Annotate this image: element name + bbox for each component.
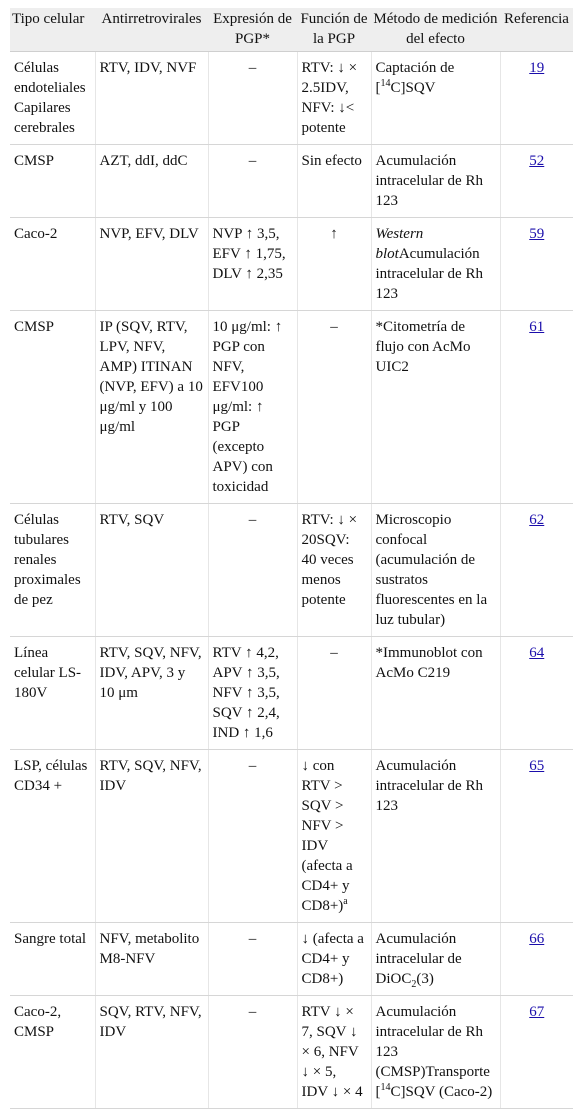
- cell-tipo: Caco-2, CMSP: [10, 996, 95, 1109]
- cell-funcion: –: [297, 637, 371, 750]
- cell-referencia: [500, 750, 573, 923]
- cell-metodo: [371, 923, 500, 996]
- cell-expresion: –: [208, 923, 297, 996]
- cell-referencia: [500, 52, 573, 145]
- reference-link[interactable]: 61: [529, 319, 545, 335]
- cell-tipo: Células endoteliales Capilares cerebrales: [10, 52, 95, 145]
- cell-funcion: ↑: [297, 218, 371, 311]
- cell-expresion: –: [208, 52, 297, 145]
- cell-referencia: [500, 996, 573, 1109]
- cell-antirretrovirales: RTV, SQV: [95, 504, 208, 637]
- cell-referencia: [500, 311, 573, 504]
- cell-metodo: *Citometría de flujo con AcMo UIC2: [371, 311, 500, 504]
- reference-link[interactable]: 65: [529, 758, 545, 774]
- header-tipo-celular: Tipo celular: [10, 8, 95, 52]
- table-header-row: [10, 8, 573, 52]
- cell-metodo: Acumulación intracelular de Rh 123: [371, 145, 500, 218]
- cell-tipo: LSP, células CD34 +: [10, 750, 95, 923]
- funcion-text: ↓ con RTV > SQV > NFV > IDV (afecta a CD4+ y CD8+): [301, 758, 353, 914]
- cell-referencia: [500, 504, 573, 637]
- metodo-text: Acumulación intracelular de Rh 123: [375, 246, 483, 302]
- cell-expresion: –: [208, 145, 297, 218]
- metodo-text: Captación de [: [375, 60, 455, 96]
- cell-funcion: Sin efecto: [297, 145, 371, 218]
- cell-metodo: Microscopio confocal (acumulación de sustratos fluorescentes en la luz tubular): [371, 504, 500, 637]
- reference-link[interactable]: 62: [529, 512, 545, 528]
- cell-tipo: CMSP: [10, 145, 95, 218]
- cell-metodo: [371, 996, 500, 1109]
- cell-metodo: [371, 218, 500, 311]
- cell-funcion: ↓ (afecta a CD4+ y CD8+): [297, 923, 371, 996]
- reference-link[interactable]: 19: [529, 60, 545, 76]
- cell-expresion: RTV ↑ 4,2, APV ↑ 3,5, NFV ↑ 3,5, SQV ↑ 2,4, IND ↑ 1,6: [208, 637, 297, 750]
- cell-funcion: [297, 750, 371, 923]
- reference-link[interactable]: 66: [529, 931, 545, 947]
- cell-funcion: RTV: ↓ × 2.5IDV, NFV: ↓< potente: [297, 52, 371, 145]
- cell-antirretrovirales: RTV, SQV, NFV, IDV: [95, 750, 208, 923]
- cell-antirretrovirales: SQV, RTV, NFV, IDV: [95, 996, 208, 1109]
- table-row: [10, 637, 573, 750]
- cell-tipo: Caco-2: [10, 218, 95, 311]
- table-row: [10, 923, 573, 996]
- cell-tipo: Células tubulares renales proximales de pez: [10, 504, 95, 637]
- subscript: 2: [411, 979, 417, 990]
- cell-referencia: [500, 923, 573, 996]
- table-row: [10, 218, 573, 311]
- cell-expresion: NVP ↑ 3,5, EFV ↑ 1,75, DLV ↑ 2,35: [208, 218, 297, 311]
- cell-antirretrovirales: RTV, SQV, NFV, IDV, APV, 3 y 10 μm: [95, 637, 208, 750]
- cell-tipo: Sangre total: [10, 923, 95, 996]
- footnote-superscript: a: [343, 896, 348, 907]
- table-row: [10, 750, 573, 923]
- cell-referencia: [500, 218, 573, 311]
- reference-link[interactable]: 64: [529, 645, 545, 661]
- table-row: [10, 311, 573, 504]
- isotope-superscript: 14: [380, 1082, 391, 1093]
- cell-funcion: RTV: ↓ × 20SQV: 40 veces menos potente: [297, 504, 371, 637]
- cell-antirretrovirales: NFV, metabolito M8-NFV: [95, 923, 208, 996]
- metodo-italic-text: Western blot: [375, 226, 424, 262]
- cell-antirretrovirales: NVP, EFV, DLV: [95, 218, 208, 311]
- table-row: [10, 504, 573, 637]
- cell-antirretrovirales: RTV, IDV, NVF: [95, 52, 208, 145]
- header-referencia: Referencia: [500, 8, 573, 52]
- header-antirretrovirales: Antirretrovirales: [95, 8, 208, 52]
- cell-referencia: [500, 145, 573, 218]
- cell-tipo: CMSP: [10, 311, 95, 504]
- reference-link[interactable]: 59: [529, 226, 545, 242]
- table-row: [10, 145, 573, 218]
- cell-expresion: –: [208, 504, 297, 637]
- reference-link[interactable]: 67: [529, 1004, 545, 1020]
- cell-expresion: 10 μg/ml: ↑ PGP con NFV, EFV100 μg/ml: ↑ PGP (excepto APV) con toxicidad: [208, 311, 297, 504]
- pgp-table: [10, 8, 573, 1109]
- metodo-text: C]SQV (Caco-2): [390, 1084, 493, 1100]
- header-funcion-pgp: Función de la PGP: [297, 8, 371, 52]
- cell-antirretrovirales: AZT, ddI, ddC: [95, 145, 208, 218]
- cell-referencia: [500, 637, 573, 750]
- table-row: [10, 996, 573, 1109]
- isotope-superscript: 14: [380, 78, 391, 89]
- metodo-text: Acumulación intracelular de Rh 123 (CMSP)Transporte [: [375, 1004, 490, 1100]
- cell-metodo: [371, 52, 500, 145]
- table-row: [10, 52, 573, 145]
- cell-funcion: –: [297, 311, 371, 504]
- header-expresion-pgp: Expresión de PGP*: [208, 8, 297, 52]
- metodo-text: C]SQV: [390, 80, 436, 96]
- reference-link[interactable]: 52: [529, 153, 545, 169]
- metodo-text: (3): [416, 971, 434, 987]
- cell-metodo: Acumulación intracelular de Rh 123: [371, 750, 500, 923]
- cell-expresion: –: [208, 750, 297, 923]
- cell-tipo: Línea celular LS-180V: [10, 637, 95, 750]
- cell-funcion: RTV ↓ × 7, SQV ↓ × 6, NFV ↓ × 5, IDV ↓ × 4: [297, 996, 371, 1109]
- cell-expresion: –: [208, 996, 297, 1109]
- metodo-text: Acumulación intracelular de DiOC: [375, 931, 462, 987]
- cell-metodo: *Immunoblot con AcMo C219: [371, 637, 500, 750]
- cell-antirretrovirales: IP (SQV, RTV, LPV, NFV, AMP) ITINAN (NVP, EFV) a 10 μg/ml y 100 μg/ml: [95, 311, 208, 504]
- header-metodo: Método de medición del efecto: [371, 8, 500, 52]
